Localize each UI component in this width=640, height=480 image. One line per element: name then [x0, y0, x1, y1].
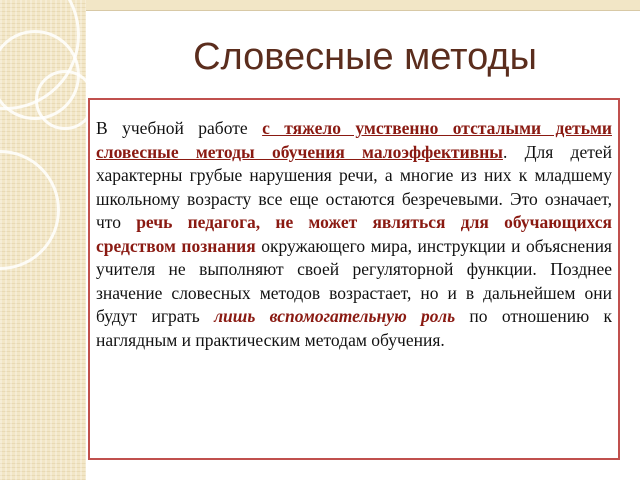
highlight-phrase: с тяжело умственно отсталыми детьми словесные методы обучения малоэффективны: [96, 118, 612, 162]
decorative-side-band: [0, 0, 86, 480]
body-paragraph: [96, 117, 612, 352]
paragraph-text: В учебной работе: [96, 118, 263, 138]
content-box: [88, 98, 620, 460]
highlight-phrase: лишь вспомогательную роль: [214, 306, 456, 326]
paragraph-text: окружающего мира, инструкции и объяснения учителя не выполняют своей регуляторной функции. Позднее значение словесных методов возрастает, но и в дальнейшем они будут играть: [96, 235, 612, 326]
decorative-ring: [35, 70, 86, 130]
top-divider: [86, 10, 640, 11]
slide-title: Словесные методы: [193, 36, 537, 78]
decorative-top-band: [86, 0, 640, 10]
paragraph-text: . Для детей характерны грубые нарушения речи, а многие из них к младшему школьному возрасту все еще остаются безречевыми. Это означает, что: [96, 141, 613, 232]
paragraph-text: по отношению к наглядным и практическим методам обучения.: [96, 306, 612, 350]
highlight-phrase: речь педагога, не может являться для обучающихся средством познания: [96, 212, 613, 256]
decorative-ring: [0, 150, 60, 270]
